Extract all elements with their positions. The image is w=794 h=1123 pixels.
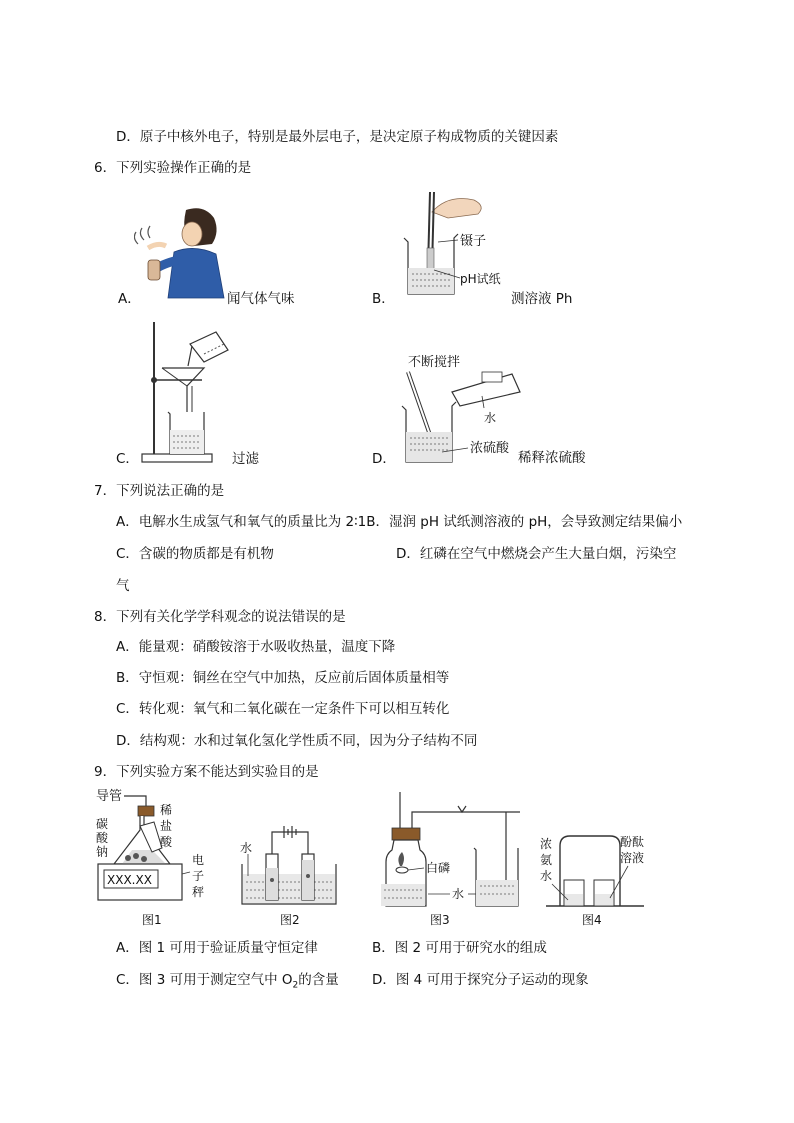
ph-paper-label: pH试纸 (460, 272, 501, 286)
svg-text:水: 水 (240, 841, 253, 855)
svg-text:白磷: 白磷 (426, 861, 451, 875)
q8-option-c: C．转化观：氧气和二氧化碳在一定条件下可以相互转化 (116, 701, 450, 717)
q7-stem: 7．下列说法正确的是 (94, 483, 225, 499)
svg-text:水: 水 (452, 887, 465, 901)
q6-option-b-letter: B． (372, 291, 395, 307)
q6-figure-c-filtration (140, 318, 234, 466)
q6-figure-b-ph-test (398, 186, 506, 304)
q9-figure-1 (94, 786, 214, 930)
fig1-caption: 图1 (142, 913, 162, 927)
fig2-caption: 图2 (280, 913, 300, 927)
q7-option-d-cont: 气 (116, 578, 130, 594)
svg-text:导管: 导管 (96, 789, 123, 804)
q6-option-a-caption: 闻气体气味 (227, 291, 295, 307)
water-label: 水 (484, 411, 497, 425)
q9-option-a: A．图 1 可用于验证质量守恒定律 (116, 940, 318, 956)
q7-option-a-b: A．电解水生成氢气和氧气的质量比为 2∶1B．湿润 pH 试纸测溶液的 pH，会导致测定结果偏小 (116, 514, 683, 530)
svg-text:浓: 浓 (540, 837, 553, 851)
q9-figure-4 (538, 826, 654, 930)
q9-option-b: B．图 2 可用于研究水的组成 (372, 940, 547, 956)
fig4-caption: 图4 (582, 913, 602, 927)
q9-stem: 9．下列实验方案不能达到实验目的是 (94, 764, 319, 780)
q6-option-d-letter: D． (372, 451, 396, 467)
q8-option-a: A．能量观：硝酸铵溶于水吸收热量，温度下降 (116, 639, 396, 655)
svg-text:稀: 稀 (160, 803, 173, 817)
stir-label: 不断搅拌 (408, 355, 461, 370)
q6-option-c-letter: C． (116, 451, 139, 467)
q8-option-b: B．守恒观：铜丝在空气中加热，反应前后固体质量相等 (116, 670, 450, 686)
q7-option-c: C．含碳的物质都是有机物 (116, 546, 274, 562)
q9-figure-3 (372, 788, 520, 930)
svg-text:水: 水 (540, 869, 553, 883)
q6-stem: 6．下列实验操作正确的是 (94, 160, 252, 176)
svg-text:溶液: 溶液 (620, 851, 645, 865)
svg-text:秤: 秤 (192, 885, 205, 899)
svg-text:酸: 酸 (96, 831, 109, 845)
q9-figure-2 (238, 820, 342, 930)
svg-text:碳: 碳 (96, 817, 109, 831)
svg-text:酸: 酸 (160, 835, 173, 849)
q8-stem: 8．下列有关化学学科观念的说法错误的是 (94, 609, 346, 625)
svg-text:盐: 盐 (160, 819, 173, 833)
q8-option-d: D．结构观：水和过氧化氢化学性质不同，因为分子结构不同 (116, 733, 478, 749)
q5-option-d: D．原子中核外电子，特别是最外层电子，是决定原子构成物质的关键因素 (116, 129, 559, 145)
q6-option-d-caption: 稀释浓硫酸 (518, 450, 586, 466)
q9-option-c: C．图 3 可用于测定空气中 $O_2$的含量 (116, 972, 339, 991)
q6-figure-a-person-smelling (134, 200, 226, 300)
svg-text:氨: 氨 (540, 853, 553, 867)
q6-option-b-caption: 测溶液 Ph (511, 291, 573, 307)
svg-text:XXX.XX: XXX.XX (107, 873, 152, 887)
q6-option-a-letter: A． (118, 291, 141, 307)
svg-text:电: 电 (192, 853, 205, 867)
q7-option-d: D．红磷在空气中燃烧会产生大量白烟，污染空 (396, 546, 677, 562)
conc-acid-label: 浓硫酸 (470, 441, 510, 456)
q6-option-c-caption: 过滤 (232, 451, 259, 467)
svg-text:酚酞: 酚酞 (620, 835, 645, 849)
fig3-caption: 图3 (430, 913, 450, 927)
svg-text:子: 子 (192, 869, 205, 883)
svg-text:钠: 钠 (96, 845, 109, 859)
tweezers-label: 镊子 (460, 234, 487, 249)
q9-option-d: D．图 4 可用于探究分子运动的现象 (372, 972, 589, 988)
q6-figure-d-dilution (396, 348, 530, 468)
